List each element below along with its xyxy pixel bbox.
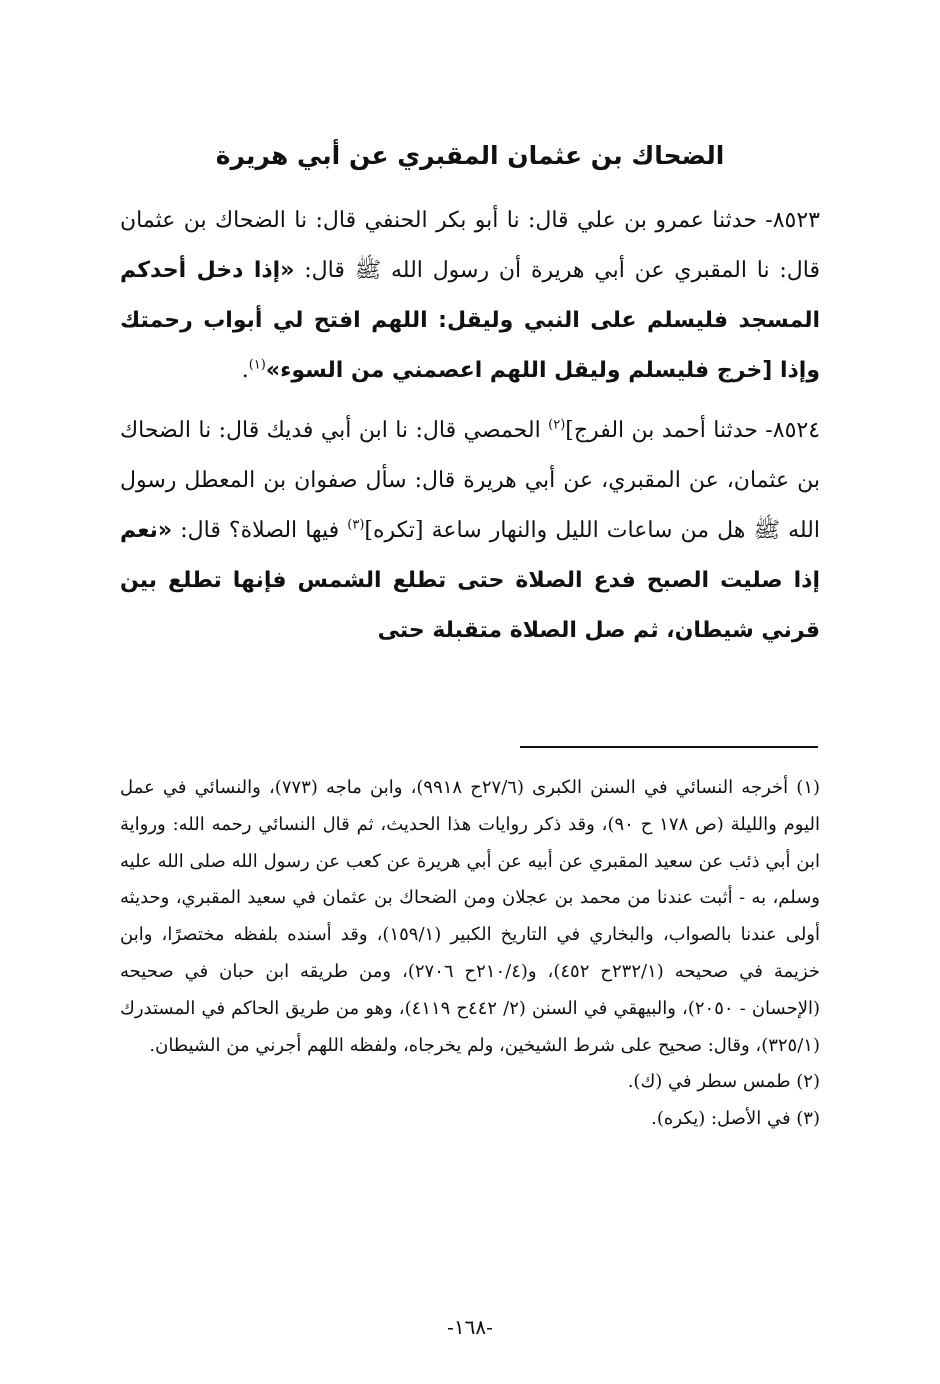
chapter-heading: الضحاك بن عثمان المقبري عن أبي هريرة <box>215 141 725 170</box>
footnote-ref-3: (٣) <box>347 517 365 533</box>
page-number: -١٦٨- <box>447 1315 493 1339</box>
footnote-ref-1: (١) <box>248 357 266 373</box>
footnote-2: (٢) طمس سطر في (ك). <box>627 1071 820 1093</box>
main-text <box>120 196 820 656</box>
footnote-1: (١) أخرجه النسائي في السنن الكبرى (٢٧/٦ح ٩٩١٨)، وابن ماجه (٧٧٣)، والنسائي في عمل اليوم والليلة (ص ١٧٨ ح ٩٠)، وقد ذكر روايات هذا الحديث، ثم قال النسائي رحمه الله: ورواية ابن أبي ذئب عن سعيد المقبري عن أبيه عن أبي هريرة عن كعب عن رسول الله صلى الله عليه وسلم، به - أثبت عندنا من محمد بن عجلان ومن الضحاك بن عثمان في سعيد المقبري، وحديثه أولى عندنا بالصواب، والبخاري في التاريخ الكبير (١٥٩/١)، وقد أسنده بلفظه مختصرًا، وابن خزيمة في صحيحه (٢٣٢/١ح ٤٥٢)، و(٢١٠/٤ح ٢٧٠٦)، ومن طريقه ابن حبان في صحيحه (الإحسان - ٢٠٥٠)، والبيهقي في السنن (٢/ ٤٤٢ح ٤١١٩)، وهو من طريق الحاكم في المستدرك (٣٢٥/١)، وقال: صحيح على شرط الشيخين، ولم يخرجاه، ولفظه اللهم أجرني من الشيطان. <box>120 777 821 1056</box>
footnote-3: (٣) في الأصل: (يكره). <box>651 1108 820 1130</box>
footnote-ref-2: (٢) <box>548 417 566 433</box>
hadith-8523 <box>120 196 820 396</box>
hadith-8524-isnad-3: فيها الصلاة؟ قال: <box>172 518 348 543</box>
hadith-8524 <box>120 406 820 656</box>
hadith-8523-end: . <box>241 358 249 383</box>
hadith-8524-isnad-1: ٨٥٢٤- حدثنا أحمد بن الفرج] <box>565 418 821 443</box>
footnotes <box>120 770 820 1138</box>
hadith-8523-isnad: ٨٥٢٣- حدثنا عمرو بن علي قال: نا أبو بكر الحنفي قال: نا الضحاك بن عثمان قال: نا المقبري عن أبي هريرة أن رسول الله ﷺ قال: <box>120 208 820 283</box>
hadith-8524-isnad-2: الحمصي قال: نا ابن أبي فديك قال: نا الضحاك بن عثمان، عن المقبري، عن أبي هريرة قال: سأل صفوان بن المعطل رسول الله ﷺ هل من ساعات الليل والنهار ساعة [تكره] <box>120 418 820 543</box>
hadith-8523-matn: «إذا دخل أحدكم المسجد فليسلم على النبي وليقل: اللهم افتح لي أبواب رحمتك وإذا [خرج فليسلم وليقل اللهم اعصمني من السوء» <box>120 258 820 383</box>
footnote-separator <box>520 746 818 748</box>
hadith-8524-matn: «نعم إذا صليت الصبح فدع الصلاة حتى تطلع الشمس فإنها تطلع بين قرني شيطان، ثم صل الصلاة متقبلة حتى <box>120 518 820 643</box>
